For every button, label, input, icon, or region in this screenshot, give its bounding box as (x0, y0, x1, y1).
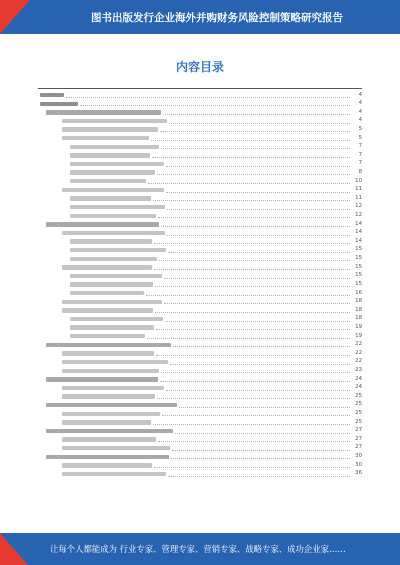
toc-page-number: 27 (355, 435, 362, 442)
toc-page-number: 23 (355, 367, 362, 373)
toc-entry[interactable] (40, 392, 362, 401)
toc-entry[interactable] (40, 384, 362, 393)
toc-page-number: 24 (355, 384, 362, 391)
toc-page-number: 16 (355, 289, 362, 296)
toc-entry-title-illegible (62, 136, 149, 140)
toc-page-number: 14 (355, 229, 362, 236)
toc-dot-leader (66, 97, 350, 98)
toc-dot-leader (169, 123, 350, 124)
toc-dot-leader (151, 140, 350, 141)
toc-entry-title-illegible (70, 274, 162, 278)
toc-entry[interactable] (40, 160, 362, 169)
toc-dot-leader (152, 157, 350, 158)
toc-entry[interactable] (40, 246, 362, 255)
toc-page-number: 7 (358, 143, 362, 150)
table-of-contents (40, 91, 362, 478)
toc-entry-title-illegible (62, 231, 165, 235)
toc-dot-leader (159, 260, 350, 261)
toc-entry-title-illegible (46, 403, 177, 407)
toc-page-number: 19 (355, 332, 362, 339)
toc-entry[interactable] (40, 229, 362, 238)
footer-banner (0, 533, 400, 565)
toc-entry[interactable] (40, 263, 362, 272)
toc-entry-title-illegible (46, 377, 158, 381)
toc-dot-leader (155, 312, 350, 313)
toc-entry[interactable] (40, 367, 362, 376)
toc-entry-title-illegible (62, 394, 155, 398)
toc-page-number: 10 (355, 177, 362, 184)
toc-page-number: 7 (358, 160, 362, 167)
toc-entry[interactable] (40, 91, 362, 100)
toc-entry-title-illegible (70, 153, 150, 157)
toc-entry-title-illegible (70, 205, 165, 209)
toc-dot-leader (157, 174, 350, 175)
toc-page-number: 25 (355, 401, 362, 408)
toc-page-number: 18 (355, 315, 362, 322)
toc-page-number: 7 (358, 151, 362, 158)
toc-entry[interactable] (40, 255, 362, 264)
toc-entry[interactable] (40, 117, 362, 126)
toc-page-number: 11 (355, 194, 362, 201)
footer-red-flag (0, 533, 28, 565)
toc-page-number: 18 (355, 298, 362, 305)
toc-entry-title-illegible (46, 110, 161, 114)
toc-entry-title-illegible (62, 188, 164, 192)
toc-dot-leader (80, 105, 350, 106)
toc-dot-leader (162, 415, 350, 416)
toc-entry-title-illegible (62, 308, 153, 312)
toc-entry-title-illegible (70, 291, 144, 295)
toc-dot-leader (154, 243, 350, 244)
toc-page-number: 15 (355, 263, 362, 270)
toc-dot-leader (168, 476, 350, 477)
toc-page-number: 25 (355, 410, 362, 417)
toc-entry[interactable] (40, 186, 362, 195)
toc-entry[interactable] (40, 375, 362, 384)
toc-page-number: 19 (355, 323, 362, 330)
toc-page-number: 24 (355, 375, 362, 382)
toc-entry[interactable] (40, 194, 362, 203)
toc-entry[interactable] (40, 237, 362, 246)
report-header-bar (0, 0, 400, 34)
toc-dot-leader (166, 390, 350, 391)
toc-dot-leader (164, 278, 350, 279)
toc-entry[interactable] (40, 143, 362, 152)
toc-entry-title-illegible (46, 455, 169, 459)
toc-page-number: 4 (358, 117, 362, 124)
toc-page-number: 8 (358, 168, 362, 175)
toc-entry-title-illegible (62, 472, 166, 476)
toc-entry-title-illegible (40, 93, 64, 97)
footer-slogan: 让每个人都能成为 行业专家、管理专家、营销专家、战略专家、成功企业家…… (50, 544, 346, 554)
toc-page-number: 14 (355, 237, 362, 244)
toc-dot-leader (168, 252, 350, 253)
toc-dot-leader (147, 338, 350, 339)
toc-heading: 内容目录 (175, 60, 224, 74)
toc-entry[interactable] (40, 418, 362, 427)
toc-entry-title-illegible (62, 437, 156, 441)
toc-entry[interactable] (40, 349, 362, 358)
toc-dot-leader (158, 441, 350, 442)
toc-dot-leader (173, 346, 350, 347)
toc-entry[interactable] (40, 220, 362, 229)
toc-dot-leader (167, 235, 350, 236)
toc-dot-leader (153, 200, 350, 201)
toc-page-number: 15 (355, 280, 362, 287)
toc-dot-leader (158, 217, 350, 218)
toc-entry-title-illegible (62, 351, 154, 355)
toc-entry[interactable] (40, 427, 362, 436)
toc-dot-leader (154, 269, 350, 270)
toc-entry-title-illegible (70, 334, 145, 338)
toc-entry-title-illegible (70, 162, 164, 166)
toc-dot-leader (166, 192, 350, 193)
toc-entry[interactable] (40, 280, 362, 289)
toc-entry-title-illegible (70, 196, 151, 200)
toc-entry[interactable] (40, 323, 362, 332)
toc-entry[interactable] (40, 203, 362, 212)
toc-page-number: 36 (355, 470, 362, 477)
toc-entry-title-illegible (62, 360, 168, 364)
toc-entry-title-illegible (62, 412, 160, 416)
toc-entry-title-illegible (70, 145, 159, 149)
toc-page-number: 4 (358, 108, 362, 115)
toc-dot-leader (172, 450, 350, 451)
toc-dot-leader (170, 364, 350, 365)
toc-dot-leader (161, 226, 350, 227)
toc-entry[interactable] (40, 453, 362, 462)
toc-dot-leader (160, 131, 350, 132)
toc-entry-title-illegible (62, 127, 158, 131)
toc-entry-title-illegible (62, 446, 170, 450)
toc-page-number: 30 (355, 453, 362, 460)
toc-entry[interactable] (40, 177, 362, 186)
toc-entry[interactable] (40, 298, 362, 307)
toc-entry[interactable] (40, 306, 362, 315)
toc-entry[interactable] (40, 341, 362, 350)
toc-entry-title-illegible (70, 257, 157, 261)
toc-entry-title-illegible (62, 420, 151, 424)
toc-page-number: 18 (355, 306, 362, 313)
toc-page-number: 25 (355, 418, 362, 425)
toc-entry[interactable] (40, 444, 362, 453)
toc-page-number: 5 (358, 125, 362, 132)
toc-entry-title-illegible (62, 369, 159, 373)
toc-page-number: 11 (355, 186, 362, 193)
toc-entry[interactable] (40, 332, 362, 341)
toc-page-number: 30 (355, 461, 362, 468)
toc-entry-title-illegible (62, 463, 152, 467)
toc-dot-leader (155, 286, 350, 287)
toc-dot-leader (171, 458, 350, 459)
toc-page-number: 4 (358, 100, 362, 107)
toc-page-number: 15 (355, 272, 362, 279)
toc-entry[interactable] (40, 461, 362, 470)
toc-entry[interactable] (40, 212, 362, 221)
toc-entry-title-illegible (40, 102, 78, 106)
toc-entry[interactable] (40, 168, 362, 177)
toc-page-number: 4 (358, 91, 362, 98)
toc-entry[interactable] (40, 272, 362, 281)
toc-page-number: 27 (355, 427, 362, 434)
toc-entry-title-illegible (70, 317, 163, 321)
toc-page-number: 14 (355, 220, 362, 227)
toc-entry[interactable] (40, 358, 362, 367)
toc-entry[interactable] (40, 410, 362, 419)
toc-dot-leader (148, 183, 350, 184)
toc-dot-leader (167, 209, 350, 210)
toc-entry[interactable] (40, 125, 362, 134)
toc-entry-title-illegible (46, 222, 159, 226)
toc-dot-leader (179, 407, 350, 408)
toc-entry-title-illegible (62, 119, 167, 123)
toc-entry[interactable] (40, 470, 362, 479)
toc-dot-leader (165, 321, 350, 322)
toc-dot-leader (154, 467, 350, 468)
toc-dot-leader (156, 329, 350, 330)
toc-page-number: 12 (355, 203, 362, 210)
toc-page-number: 22 (355, 341, 362, 348)
toc-page-number: 25 (355, 392, 362, 399)
toc-entry-title-illegible (70, 179, 146, 183)
toc-entry[interactable] (40, 289, 362, 298)
toc-entry-title-illegible (70, 214, 156, 218)
toc-dot-leader (164, 303, 350, 304)
report-title: 图书出版发行企业海外并购财务风险控制策略研究报告 (91, 12, 343, 24)
toc-entry[interactable] (40, 401, 362, 410)
toc-entry-title-illegible (46, 429, 173, 433)
toc-dot-leader (156, 355, 350, 356)
toc-entry[interactable] (40, 108, 362, 117)
toc-entry[interactable] (40, 151, 362, 160)
toc-entry-title-illegible (46, 343, 171, 347)
toc-entry-title-illegible (70, 170, 155, 174)
toc-entry[interactable] (40, 100, 362, 109)
toc-dot-leader (161, 148, 350, 149)
toc-entry-title-illegible (62, 265, 152, 269)
toc-page-number: 27 (355, 444, 362, 451)
toc-dot-leader (175, 433, 350, 434)
toc-entry[interactable] (40, 315, 362, 324)
toc-divider (38, 88, 362, 89)
toc-dot-leader (157, 398, 350, 399)
toc-page-number: 12 (355, 212, 362, 219)
toc-page-number: 15 (355, 255, 362, 262)
toc-entry-title-illegible (62, 386, 164, 390)
toc-entry-title-illegible (70, 248, 166, 252)
toc-page-number: 22 (355, 358, 362, 365)
toc-entry-title-illegible (62, 300, 162, 304)
toc-page-number: 5 (358, 134, 362, 141)
header-red-flag (0, 0, 30, 34)
toc-dot-leader (146, 295, 350, 296)
toc-dot-leader (153, 424, 350, 425)
toc-entry-title-illegible (70, 325, 154, 329)
toc-page-number: 15 (355, 246, 362, 253)
toc-entry[interactable] (40, 435, 362, 444)
toc-dot-leader (161, 372, 350, 373)
toc-entry-title-illegible (70, 282, 153, 286)
toc-entry[interactable] (40, 134, 362, 143)
toc-entry-title-illegible (70, 239, 152, 243)
toc-dot-leader (160, 381, 350, 382)
toc-dot-leader (163, 114, 350, 115)
toc-dot-leader (166, 166, 350, 167)
toc-page-number: 22 (355, 349, 362, 356)
